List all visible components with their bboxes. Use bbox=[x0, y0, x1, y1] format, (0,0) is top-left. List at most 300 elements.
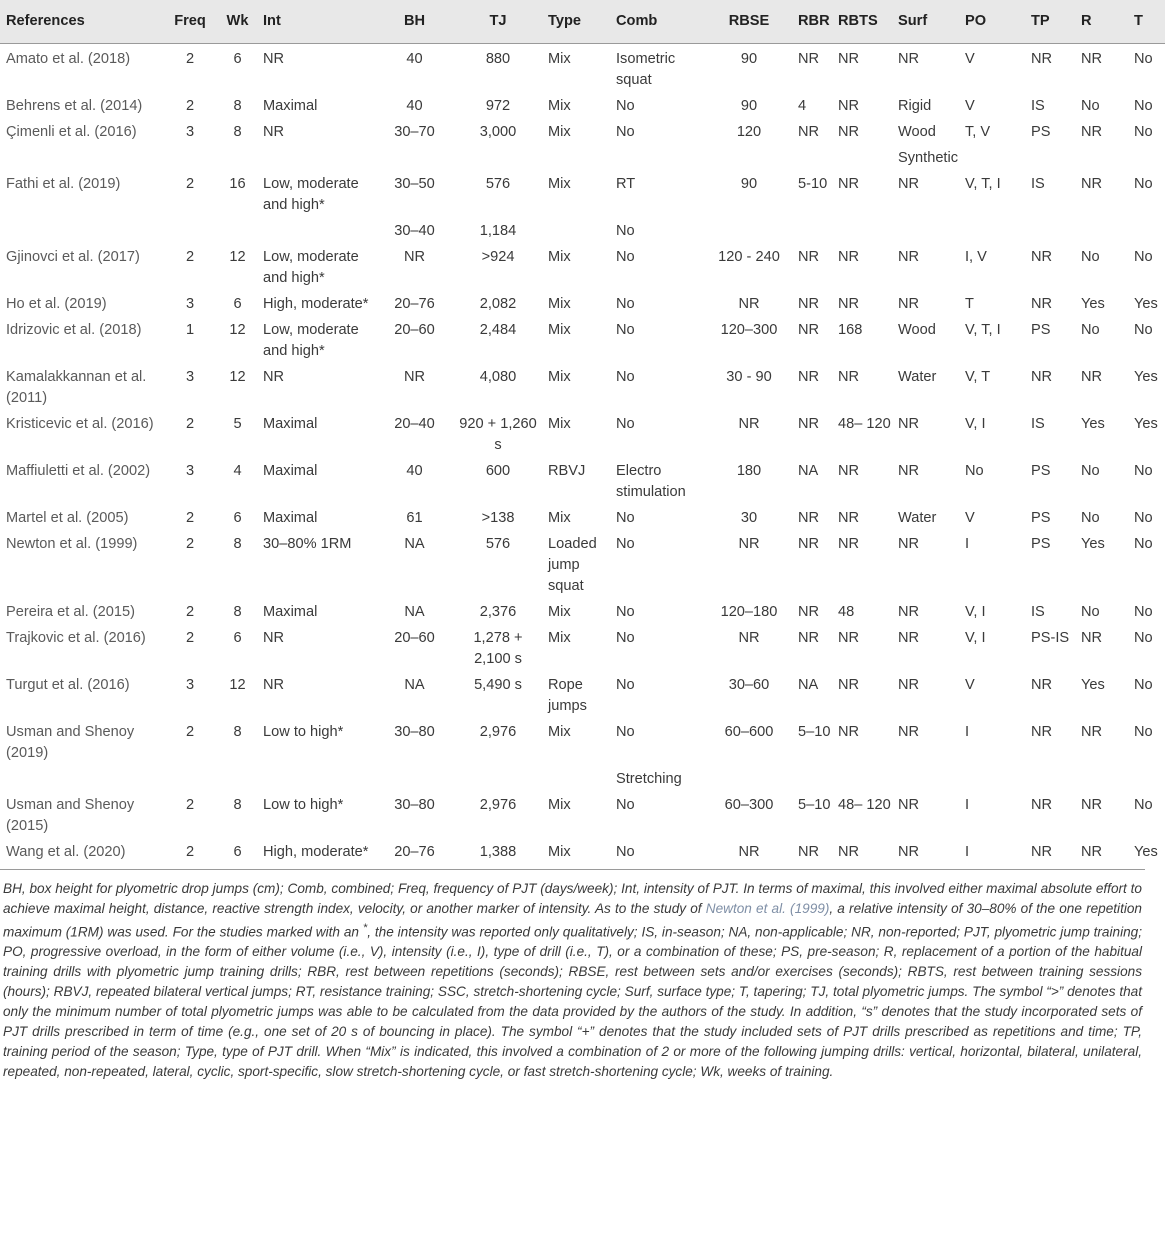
cell-po: I bbox=[965, 536, 970, 552]
cell-tj: >924 bbox=[481, 249, 515, 265]
cell-rbts bbox=[832, 216, 892, 242]
cell-int: Maximal bbox=[263, 463, 318, 479]
cell-r bbox=[1075, 764, 1128, 790]
cell-references: Newton et al. (1999) bbox=[6, 536, 138, 552]
table-row bbox=[0, 315, 1165, 362]
cell-int: 30–80% 1RM bbox=[263, 536, 352, 552]
cell-bh: 40 bbox=[406, 463, 423, 479]
cell-rbr: NR bbox=[798, 844, 820, 860]
table-row bbox=[0, 670, 1165, 717]
cell-wk: 8 bbox=[233, 797, 242, 813]
cell-type: Mix bbox=[548, 249, 571, 265]
cell-comb: RT bbox=[616, 176, 636, 192]
cell-wk: 5 bbox=[233, 416, 242, 432]
cell-type: Mix bbox=[548, 98, 571, 114]
cell-tj: 2,976 bbox=[479, 797, 517, 813]
cell-wk: 8 bbox=[233, 536, 242, 552]
cell-r: NR bbox=[1081, 844, 1103, 860]
cell-po: T, V bbox=[965, 124, 991, 140]
cell-comb: No bbox=[616, 98, 635, 114]
cell-tj: 3,000 bbox=[479, 124, 517, 140]
cell-tp: PS bbox=[1031, 510, 1051, 526]
header-row bbox=[0, 0, 1165, 44]
cell-type: Mix bbox=[548, 630, 571, 646]
cell-rbse: 90 bbox=[740, 176, 758, 192]
cell-t bbox=[1128, 764, 1165, 790]
cell-r: Yes bbox=[1081, 677, 1105, 693]
cell-surf: Water bbox=[898, 369, 937, 385]
cell-freq bbox=[162, 143, 218, 169]
cell-type: Loaded jump squat bbox=[548, 536, 597, 594]
cell-type: RBVJ bbox=[548, 463, 586, 479]
cell-t: No bbox=[1134, 604, 1153, 620]
cell-r: NR bbox=[1081, 797, 1103, 813]
cell-comb: Isometric squat bbox=[616, 51, 676, 88]
cell-tp: NR bbox=[1031, 797, 1053, 813]
cell-bh: 20–40 bbox=[394, 416, 435, 432]
cell-wk: 8 bbox=[233, 604, 242, 620]
cell-tp: NR bbox=[1031, 249, 1053, 265]
cell-tj: 2,976 bbox=[479, 724, 517, 740]
cell-po bbox=[959, 143, 1025, 169]
cell-freq: 3 bbox=[185, 124, 195, 140]
column-header-t: T bbox=[1128, 0, 1165, 44]
cell-bh: 30–80 bbox=[394, 797, 435, 813]
cell-type: Mix bbox=[548, 369, 571, 385]
cell-bh: NA bbox=[404, 677, 425, 693]
cell-freq: 2 bbox=[185, 176, 195, 192]
cell-po: V bbox=[965, 51, 975, 67]
cell-bh bbox=[375, 764, 454, 790]
cell-rbts bbox=[832, 143, 892, 169]
cell-references: Trajkovic et al. (2016) bbox=[6, 630, 146, 646]
cell-tp: PS bbox=[1031, 322, 1051, 338]
cell-int: Low, moderate and high* bbox=[263, 322, 359, 359]
cell-wk: 12 bbox=[229, 677, 246, 693]
cell-references bbox=[0, 143, 162, 169]
cell-comb: No bbox=[616, 844, 635, 860]
cell-references: Behrens et al. (2014) bbox=[6, 98, 143, 114]
cell-wk: 8 bbox=[233, 724, 242, 740]
cell-r: NR bbox=[1081, 51, 1103, 67]
cell-rbts: NR bbox=[838, 124, 860, 140]
cell-rbse: NR bbox=[738, 416, 760, 432]
cell-r: No bbox=[1081, 322, 1100, 338]
column-header-bh: BH bbox=[375, 0, 454, 44]
cell-rbse: 180 bbox=[736, 463, 762, 479]
cell-freq: 3 bbox=[185, 369, 195, 385]
cell-surf: NR bbox=[898, 536, 920, 552]
cell-references: Gjinovci et al. (2017) bbox=[6, 249, 140, 265]
table-row bbox=[0, 216, 1165, 242]
cell-bh bbox=[375, 143, 454, 169]
cell-references: Usman and Shenoy (2019) bbox=[6, 724, 135, 761]
cell-rbts: NR bbox=[838, 296, 860, 312]
cell-wk: 12 bbox=[229, 322, 246, 338]
cell-r: No bbox=[1081, 463, 1100, 479]
cell-t: No bbox=[1134, 797, 1153, 813]
cell-freq: 2 bbox=[185, 536, 195, 552]
cell-surf: Water bbox=[898, 510, 937, 526]
cell-comb: No bbox=[616, 223, 635, 239]
cell-t bbox=[1128, 216, 1165, 242]
cell-bh: 30–50 bbox=[394, 176, 435, 192]
cell-surf: NR bbox=[898, 604, 920, 620]
cell-rbse: NR bbox=[738, 536, 760, 552]
cell-freq: 2 bbox=[185, 797, 195, 813]
table-row bbox=[0, 289, 1165, 315]
cell-int: NR bbox=[263, 51, 285, 67]
cell-wk: 6 bbox=[233, 844, 242, 860]
cell-t: Yes bbox=[1134, 296, 1158, 312]
cell-tp: IS bbox=[1031, 176, 1045, 192]
cell-rbr bbox=[792, 764, 832, 790]
cell-rbse: 60–300 bbox=[724, 797, 774, 813]
cell-wk bbox=[218, 764, 257, 790]
cell-int: Low, moderate and high* bbox=[263, 176, 359, 213]
cell-int: Low to high* bbox=[263, 724, 344, 740]
cell-comb: No bbox=[616, 604, 635, 620]
cell-bh: NR bbox=[403, 369, 426, 385]
cell-wk bbox=[218, 143, 257, 169]
cell-tp: IS bbox=[1031, 98, 1045, 114]
cell-po: T bbox=[965, 296, 974, 312]
cell-tj: 1,278 + 2,100 s bbox=[473, 630, 523, 667]
cell-po bbox=[959, 216, 1025, 242]
cell-rbr: 5–10 bbox=[798, 724, 831, 740]
cell-comb: No bbox=[616, 797, 635, 813]
cell-t: No bbox=[1134, 51, 1153, 67]
column-header-type: Type bbox=[542, 0, 610, 44]
cell-wk: 12 bbox=[229, 249, 246, 265]
cell-type bbox=[542, 764, 610, 790]
cell-rbr: NR bbox=[798, 604, 820, 620]
column-header-rbr: RBR bbox=[792, 0, 832, 44]
cell-rbse: 30 - 90 bbox=[726, 369, 772, 385]
cell-int: Maximal bbox=[263, 416, 318, 432]
cell-int: NR bbox=[263, 677, 285, 693]
cell-t: Yes bbox=[1134, 369, 1158, 385]
cell-rbts: NR bbox=[838, 369, 860, 385]
cell-references: Fathi et al. (2019) bbox=[6, 176, 121, 192]
cell-rbts: NR bbox=[838, 51, 860, 67]
cell-comb: No bbox=[616, 322, 635, 338]
cell-rbr: NR bbox=[798, 51, 820, 67]
cell-rbr: NR bbox=[798, 124, 820, 140]
column-header-r: R bbox=[1075, 0, 1128, 44]
cell-rbts: NR bbox=[838, 536, 860, 552]
table-row bbox=[0, 456, 1165, 503]
cell-po: V bbox=[965, 510, 975, 526]
newton-reference-link[interactable]: Newton et al. (1999) bbox=[705, 900, 830, 916]
column-header-wk: Wk bbox=[218, 0, 257, 44]
column-header-tj: TJ bbox=[454, 0, 542, 44]
cell-po: I bbox=[965, 797, 970, 813]
cell-surf: Wood bbox=[898, 124, 936, 140]
cell-freq: 3 bbox=[185, 463, 195, 479]
cell-rbr: NR bbox=[798, 296, 820, 312]
cell-int: NR bbox=[263, 630, 285, 646]
cell-int: High, moderate* bbox=[263, 844, 369, 860]
cell-bh: 20–60 bbox=[394, 322, 435, 338]
cell-freq: 2 bbox=[185, 98, 195, 114]
cell-rbr: NR bbox=[798, 630, 820, 646]
cell-tp: NR bbox=[1031, 724, 1053, 740]
cell-type: Mix bbox=[548, 322, 571, 338]
cell-int bbox=[257, 216, 375, 242]
column-header-po: PO bbox=[959, 0, 1025, 44]
cell-wk: 4 bbox=[233, 463, 242, 479]
asterisk-symbol: * bbox=[362, 921, 368, 934]
cell-rbts: 48– 120 bbox=[838, 797, 891, 813]
cell-surf: NR bbox=[898, 724, 920, 740]
table-row bbox=[0, 837, 1165, 869]
cell-wk bbox=[218, 216, 257, 242]
column-header-references: References bbox=[0, 0, 162, 44]
cell-surf: NR bbox=[898, 797, 920, 813]
cell-surf: NR bbox=[898, 176, 920, 192]
cell-type: Mix bbox=[548, 124, 571, 140]
cell-po bbox=[959, 764, 1025, 790]
cell-comb: Stretching bbox=[616, 771, 682, 787]
cell-rbts: NR bbox=[838, 98, 860, 114]
cell-freq: 2 bbox=[185, 630, 195, 646]
cell-surf: NR bbox=[898, 844, 920, 860]
column-header-int: Int bbox=[257, 0, 375, 44]
cell-rbts: NR bbox=[838, 630, 860, 646]
cell-surf: NR bbox=[898, 416, 920, 432]
cell-tj: 972 bbox=[485, 98, 511, 114]
cell-surf: Synthetic bbox=[898, 150, 959, 166]
cell-references: Maffiuletti et al. (2002) bbox=[6, 463, 151, 479]
cell-comb: No bbox=[616, 369, 635, 385]
cell-comb: No bbox=[616, 677, 635, 693]
cell-r: NR bbox=[1081, 369, 1103, 385]
cell-rbse: NR bbox=[738, 296, 760, 312]
cell-wk: 16 bbox=[229, 176, 246, 192]
cell-t: No bbox=[1134, 536, 1153, 552]
cell-tj: 1,184 bbox=[479, 223, 517, 239]
table-row bbox=[0, 362, 1165, 409]
cell-freq bbox=[162, 216, 218, 242]
cell-rbse: 120–300 bbox=[720, 322, 778, 338]
cell-rbr bbox=[792, 216, 832, 242]
cell-int bbox=[257, 143, 375, 169]
column-header-surf: Surf bbox=[892, 0, 959, 44]
cell-freq: 3 bbox=[185, 677, 195, 693]
cell-int: Maximal bbox=[263, 510, 318, 526]
table-body bbox=[0, 44, 1165, 870]
cell-freq: 2 bbox=[185, 51, 195, 67]
cell-tj: >138 bbox=[481, 510, 515, 526]
cell-references: Wang et al. (2020) bbox=[6, 844, 126, 860]
table-row bbox=[0, 597, 1165, 623]
table-row bbox=[0, 503, 1165, 529]
table-row bbox=[0, 44, 1165, 92]
table-row bbox=[0, 169, 1165, 216]
cell-wk: 12 bbox=[229, 369, 246, 385]
cell-t: No bbox=[1134, 249, 1153, 265]
cell-t: No bbox=[1134, 510, 1153, 526]
cell-r: NR bbox=[1081, 724, 1103, 740]
cell-rbse bbox=[706, 216, 792, 242]
column-header-rbts: RBTS bbox=[832, 0, 892, 44]
cell-surf bbox=[892, 216, 959, 242]
cell-surf: NR bbox=[898, 463, 920, 479]
cell-comb: No bbox=[616, 630, 635, 646]
cell-type: Mix bbox=[548, 510, 571, 526]
cell-po: V, I bbox=[965, 630, 986, 646]
cell-surf: NR bbox=[898, 296, 920, 312]
column-header-rbse: RBSE bbox=[706, 0, 792, 44]
cell-references: Turgut et al. (2016) bbox=[6, 677, 130, 693]
cell-wk: 6 bbox=[233, 510, 242, 526]
cell-wk: 6 bbox=[233, 51, 242, 67]
cell-rbse: 60–600 bbox=[724, 724, 774, 740]
cell-rbts: NR bbox=[838, 844, 860, 860]
cell-rbts: NR bbox=[838, 724, 860, 740]
cell-bh: 61 bbox=[406, 510, 423, 526]
cell-comb bbox=[610, 143, 706, 169]
cell-comb: Electro stimulation bbox=[616, 463, 686, 500]
cell-tj: 2,376 bbox=[479, 604, 517, 620]
cell-bh: NR bbox=[403, 249, 426, 265]
cell-tp: PS-IS bbox=[1031, 630, 1070, 646]
table-row bbox=[0, 143, 1165, 169]
cell-tp: IS bbox=[1031, 416, 1045, 432]
cell-bh: 40 bbox=[406, 98, 423, 114]
cell-freq: 2 bbox=[185, 844, 195, 860]
table-row bbox=[0, 529, 1165, 597]
cell-tj: 1,388 bbox=[479, 844, 517, 860]
cell-freq: 1 bbox=[185, 322, 195, 338]
cell-rbts: 48– 120 bbox=[838, 416, 891, 432]
table-row bbox=[0, 764, 1165, 790]
cell-rbts: NR bbox=[838, 176, 860, 192]
table-row bbox=[0, 91, 1165, 117]
cell-rbr: NR bbox=[798, 249, 820, 265]
cell-tj: 2,082 bbox=[479, 296, 517, 312]
cell-rbr: 4 bbox=[798, 98, 807, 114]
cell-tp: NR bbox=[1031, 369, 1053, 385]
cell-rbse: NR bbox=[738, 630, 760, 646]
table-row bbox=[0, 117, 1165, 143]
cell-tp: PS bbox=[1031, 463, 1051, 479]
cell-r bbox=[1075, 216, 1128, 242]
cell-references: Çimenli et al. (2016) bbox=[6, 124, 137, 140]
cell-rbts bbox=[832, 764, 892, 790]
cell-tj bbox=[454, 764, 542, 790]
footnote-text: , the intensity was reported only qualitatively; IS, in-season; NA, non-applicable; NR, non-reported; PJT, plyometric jump training; PO, progressive overload, in the form of either volume (i.e., V), intensity (i.e., I), type of drill (i.e., T), or a combination of these; PS, pre-season; R, replacement of a portion of the habitual training drills with plyometric jump training drills; RBR, rest between repetitions (seconds); RBSE, rest between sets and/or exercises (seconds); RBTS, rest between training sessions (hours); RBVJ, repeated bilateral vertical jumps; RT, resistance training; SSC, stretch-shortening cycle; Surf, surface type; T, tapering; TJ, total plyometric jumps. The symbol “>” denotes that only the minimum number of total plyometric jumps was able to be calculated from the data provided by the authors of the study. In addition, “s” denotes that the study incorporated sets of PJT drills prescribed in term of time (e.g., one set of 20 s of bouncing in place). The symbol “+” denotes that the study included sets of PJT drills prescribed as repetitions and time; TP, training period of the season; Type, type of PJT drill. When “Mix” is indicated, this involved a combination of 2 or more of the following jumping drills: vertical, horizontal, bilateral, unilateral, repeated, non-repeated, lateral, cyclic, sport-specific, slow stretch-shortening cycle, or fast stretch-shortening cycle; Wk, weeks of training. bbox=[3, 924, 1142, 1079]
column-header-tp: TP bbox=[1025, 0, 1075, 44]
cell-t: Yes bbox=[1134, 416, 1158, 432]
cell-r: Yes bbox=[1081, 536, 1105, 552]
cell-references: Usman and Shenoy (2015) bbox=[6, 797, 135, 834]
table-row bbox=[0, 409, 1165, 456]
cell-freq bbox=[162, 764, 218, 790]
cell-rbse: 30–60 bbox=[728, 677, 770, 693]
cell-tp: PS bbox=[1031, 124, 1051, 140]
cell-tp: NR bbox=[1031, 296, 1053, 312]
cell-tp: IS bbox=[1031, 604, 1045, 620]
cell-type: Mix bbox=[548, 176, 571, 192]
cell-freq: 3 bbox=[185, 296, 195, 312]
cell-tp: NR bbox=[1031, 51, 1053, 67]
cell-type: Rope jumps bbox=[548, 677, 587, 714]
footnote-text: , a relative intensity of 30–80% of the one repetition maximum (1RM) was used. For the studies marked with an bbox=[3, 900, 1142, 940]
cell-rbr: NR bbox=[798, 536, 820, 552]
cell-t: No bbox=[1134, 124, 1153, 140]
cell-tj bbox=[454, 143, 542, 169]
cell-rbse: 90 bbox=[740, 51, 758, 67]
cell-rbse: 120 - 240 bbox=[718, 249, 780, 265]
cell-t: No bbox=[1134, 677, 1153, 693]
cell-po: I bbox=[965, 844, 970, 860]
cell-bh: NA bbox=[404, 604, 425, 620]
cell-rbts: NR bbox=[838, 249, 860, 265]
cell-tj: 576 bbox=[485, 176, 511, 192]
cell-bh: 30–40 bbox=[394, 223, 435, 239]
cell-t: No bbox=[1134, 630, 1153, 646]
cell-po: V bbox=[965, 677, 975, 693]
cell-bh: 30–80 bbox=[394, 724, 435, 740]
cell-type: Mix bbox=[548, 604, 571, 620]
cell-r: NR bbox=[1081, 630, 1103, 646]
cell-freq: 2 bbox=[185, 604, 195, 620]
cell-po: V, T, I bbox=[965, 322, 1001, 338]
cell-po: No bbox=[965, 463, 984, 479]
cell-type: Mix bbox=[548, 416, 571, 432]
table-row bbox=[0, 623, 1165, 670]
cell-po: V, T bbox=[965, 369, 991, 385]
cell-r: No bbox=[1081, 98, 1100, 114]
cell-rbr: 5–10 bbox=[798, 797, 831, 813]
cell-bh: 30–70 bbox=[394, 124, 435, 140]
cell-rbr: NR bbox=[798, 369, 820, 385]
cell-po: V, I bbox=[965, 416, 986, 432]
cell-rbse: 120 bbox=[736, 124, 762, 140]
cell-type: Mix bbox=[548, 296, 571, 312]
cell-rbts: NR bbox=[838, 677, 860, 693]
cell-rbts: 168 bbox=[838, 322, 863, 338]
cell-t: No bbox=[1134, 98, 1153, 114]
cell-r: Yes bbox=[1081, 416, 1105, 432]
cell-t: No bbox=[1134, 463, 1153, 479]
cell-references: Pereira et al. (2015) bbox=[6, 604, 135, 620]
cell-rbse: 90 bbox=[740, 98, 758, 114]
cell-type: Mix bbox=[548, 797, 571, 813]
cell-wk: 6 bbox=[233, 296, 242, 312]
cell-t: No bbox=[1134, 176, 1153, 192]
cell-po: V, I bbox=[965, 604, 986, 620]
cell-rbr bbox=[792, 143, 832, 169]
cell-bh: 20–76 bbox=[394, 844, 435, 860]
cell-rbse: 120–180 bbox=[720, 604, 778, 620]
cell-tp: PS bbox=[1031, 536, 1051, 552]
cell-tj: 600 bbox=[485, 463, 511, 479]
cell-references: Amato et al. (2018) bbox=[6, 51, 131, 67]
cell-freq: 2 bbox=[185, 724, 195, 740]
cell-rbts: NR bbox=[838, 463, 860, 479]
cell-surf: NR bbox=[898, 630, 920, 646]
cell-po: V, T, I bbox=[965, 176, 1001, 192]
cell-type bbox=[542, 216, 610, 242]
cell-type: Mix bbox=[548, 844, 571, 860]
cell-surf bbox=[892, 764, 959, 790]
cell-bh: 20–60 bbox=[394, 630, 435, 646]
table-row bbox=[0, 790, 1165, 837]
cell-references bbox=[0, 764, 162, 790]
